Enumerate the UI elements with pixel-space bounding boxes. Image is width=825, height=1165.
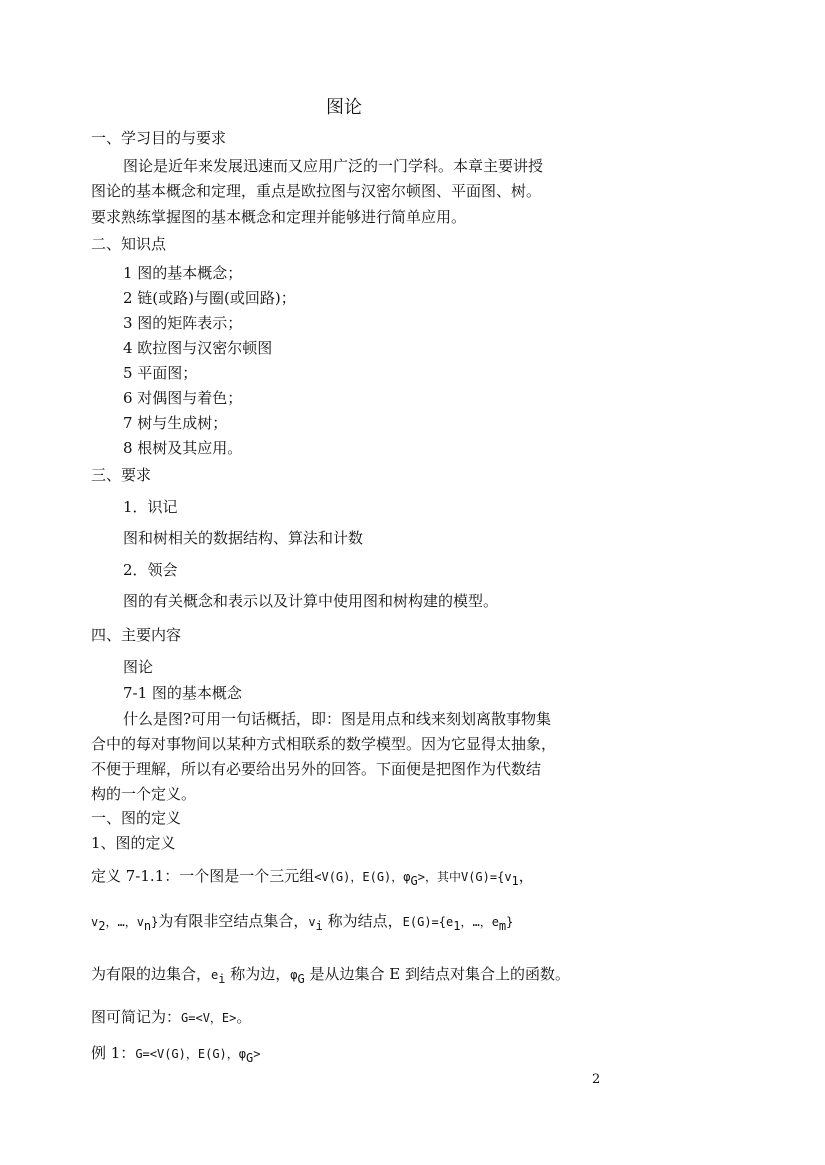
paragraph-line: 要求熟练掌握图的基本概念和定理并能够进行简单应用。 bbox=[91, 208, 467, 226]
subscript: n bbox=[143, 919, 152, 933]
list-item: 1 图的基本概念； bbox=[123, 264, 243, 282]
formula: ，…，v bbox=[105, 915, 144, 929]
formula: <V(G)，E(G)，φ bbox=[314, 870, 411, 884]
section-heading-2: 二、知识点 bbox=[91, 235, 167, 253]
punctuation: 。 bbox=[236, 1008, 252, 1026]
formula: G=<V，E> bbox=[181, 1011, 237, 1025]
list-item: 4 欧拉图与汉密尔顿图 bbox=[123, 339, 273, 357]
paragraph-line: 不便于理解，所以有必要给出另外的回答。下面便是把图作为代数结 bbox=[91, 760, 542, 778]
section-heading-1: 一、学习目的与要求 bbox=[91, 129, 227, 147]
paragraph-line: 图论的基本概念和定理，重点是欧拉图与汉密尔顿图、平面图、树。 bbox=[91, 182, 542, 200]
formula: ，…，e bbox=[460, 915, 499, 929]
definition-label: 定义 7-1.1：一个图是一个三元组 bbox=[91, 867, 315, 885]
definition-text: 为有限的边集合， bbox=[91, 965, 212, 983]
formula: >，其中 bbox=[417, 870, 461, 884]
list-item: 2 链(或路)与圈(或回路)； bbox=[123, 289, 296, 307]
definition-line-4 bbox=[91, 1007, 251, 1028]
section-heading-3: 三、要求 bbox=[91, 466, 152, 484]
subheading: 1、图的定义 bbox=[91, 834, 176, 852]
list-item: 3 图的矩阵表示； bbox=[123, 314, 243, 332]
definition-line-2 bbox=[91, 911, 513, 932]
formula: > bbox=[253, 1047, 261, 1061]
subheading: 一、图的定义 bbox=[91, 809, 182, 827]
list-item: 8 根树及其应用。 bbox=[123, 439, 243, 457]
subscript: G bbox=[297, 972, 305, 986]
subscript: i bbox=[315, 919, 323, 933]
list-item: 6 对偶图与着色； bbox=[123, 389, 243, 407]
subheading: 7-1 图的基本概念 bbox=[123, 684, 242, 702]
formula: } bbox=[506, 915, 514, 929]
paragraph-line: 合中的每对事物间以某种方式相联系的数学模型。因为它显得太抽象， bbox=[91, 735, 557, 753]
subscript: 1 bbox=[511, 874, 519, 888]
subscript: 2 bbox=[98, 919, 106, 933]
paragraph-line: 图的有关概念和表示以及计算中使用图和树构建的模型。 bbox=[123, 592, 499, 610]
definition-text: 称为结点， bbox=[322, 912, 403, 930]
subscript: G bbox=[246, 1051, 254, 1065]
subheading: 图论 bbox=[123, 658, 154, 676]
formula: } bbox=[151, 915, 159, 929]
subscript: G bbox=[410, 874, 418, 888]
definition-text: 为有限非空结点集合， bbox=[158, 912, 309, 930]
example-label: 例 1： bbox=[91, 1044, 136, 1062]
paragraph-line: 什么是图?可用一句话概括，即：图是用点和线来刻划离散事物集 bbox=[123, 710, 552, 728]
subscript: 1 bbox=[453, 919, 461, 933]
formula: E(G)={e bbox=[402, 915, 454, 929]
paragraph-line: 图和树相关的数据结构、算法和计数 bbox=[123, 529, 364, 547]
definition-text: 图可简记为： bbox=[91, 1008, 182, 1026]
list-item: 5 平面图； bbox=[123, 364, 198, 382]
punctuation: ， bbox=[518, 867, 534, 885]
subheading: 2．领会 bbox=[123, 561, 178, 579]
example-line bbox=[91, 1043, 260, 1064]
page-title: 图论 bbox=[326, 97, 362, 118]
subscript: i bbox=[218, 972, 226, 986]
formula: v bbox=[308, 915, 316, 929]
definition-text: 称为边， bbox=[225, 965, 291, 983]
formula: G=<V(G)，E(G)，φ bbox=[135, 1047, 247, 1061]
paragraph-line: 构的一个定义。 bbox=[91, 785, 197, 803]
formula: φ bbox=[290, 968, 298, 982]
definition-line-1 bbox=[91, 866, 534, 887]
section-heading-4: 四、主要内容 bbox=[91, 626, 182, 644]
formula: V(G)={v bbox=[460, 870, 512, 884]
formula: v bbox=[91, 915, 99, 929]
definition-line-3 bbox=[91, 964, 570, 985]
list-item: 7 树与生成树； bbox=[123, 414, 228, 432]
definition-text: 是从边集合 E 到结点对集合上的函数。 bbox=[304, 965, 570, 983]
paragraph-line: 图论是近年来发展迅速而又应用广泛的一门学科。本章主要讲授 bbox=[123, 157, 544, 175]
page-number: 2 bbox=[592, 1072, 601, 1087]
subscript: m bbox=[498, 919, 507, 933]
subheading: 1．识记 bbox=[123, 498, 178, 516]
formula: e bbox=[211, 968, 219, 982]
